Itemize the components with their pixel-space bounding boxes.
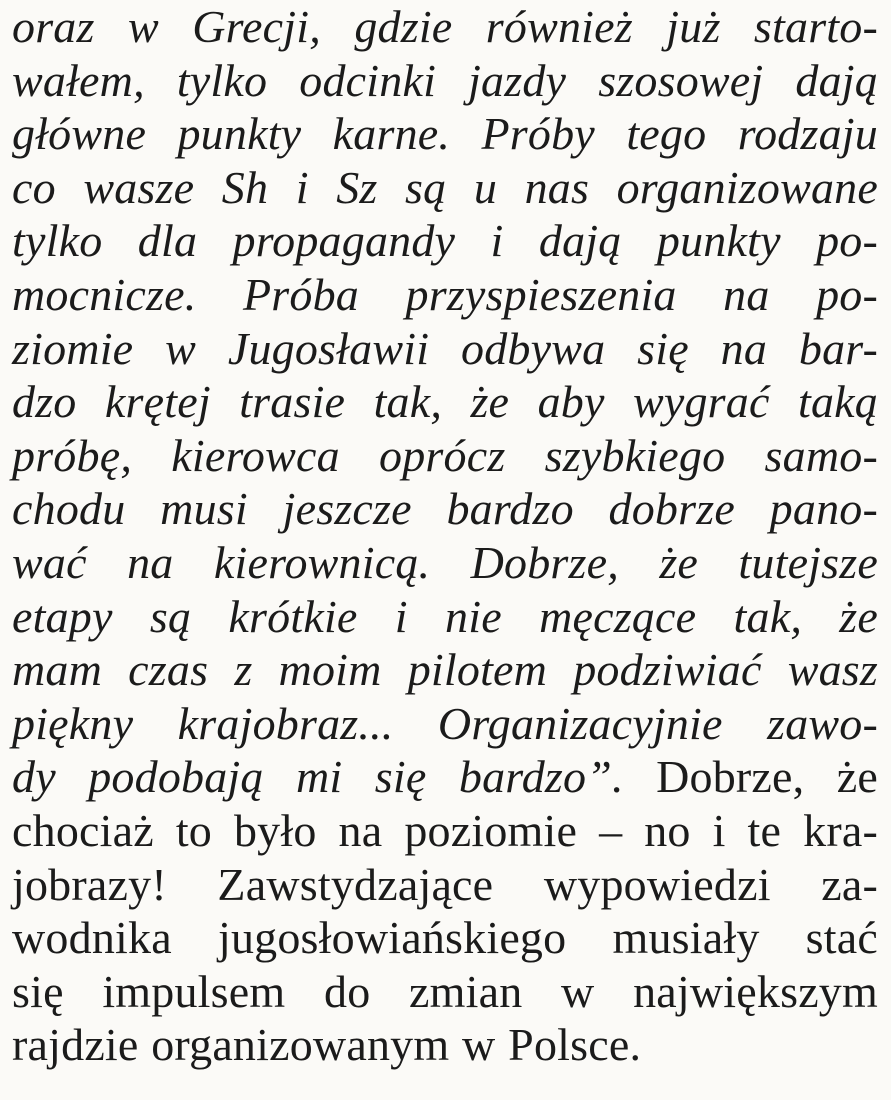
article-text — [12, 0, 878, 1072]
text-line: wać na kierownicą. Dobrze, że tutejsze — [12, 536, 878, 588]
text-line: mam czas z moim pilotem podziwiać wasz — [12, 644, 878, 696]
text-line: dzo krętej trasie tak, że aby wygrać taką — [12, 376, 878, 428]
text-line: rajdzie organizowanym w Polsce. — [12, 1019, 642, 1071]
quote-ending-segment: dy podobają mi się bardzo”. — [12, 751, 624, 803]
text-line: mocnicze. Próba przyspieszenia na po- — [12, 268, 878, 320]
narrative-start-segment: Dobrze, że — [623, 751, 878, 803]
mixed-style-line — [12, 750, 878, 804]
text-line: co wasze Sh i Sz są u nas organizowane — [12, 161, 878, 213]
text-line: tylko dla propagandy i dają punkty po- — [12, 215, 878, 267]
text-line: próbę, kierowca oprócz szybkiego samo- — [12, 429, 878, 481]
text-line: etapy są krótkie i nie męczące tak, że — [12, 590, 878, 642]
text-line: oraz w Grecji, gdzie również już starto- — [12, 1, 878, 52]
text-line: główne punkty karne. Próby tego rodzaju — [12, 108, 878, 160]
text-line: wałem, tylko odcinki jazdy szosowej dają — [12, 54, 878, 106]
text-line: chociaż to było na poziomie – no i te kra- — [12, 804, 878, 856]
text-line: ziomie w Jugosławii odbywa się na bar- — [12, 322, 878, 374]
text-line: piękny krajobraz... Organizacyjnie zawo- — [12, 697, 878, 749]
text-line: chodu musi jeszcze bardzo dobrze pano- — [12, 483, 878, 535]
text-line: jobrazy! Zawstydzające wypowiedzi za- — [12, 858, 878, 910]
text-line: wodnika jugosłowiańskiego musiały stać — [12, 912, 878, 964]
text-line: się impulsem do zmian w największym — [12, 965, 878, 1017]
